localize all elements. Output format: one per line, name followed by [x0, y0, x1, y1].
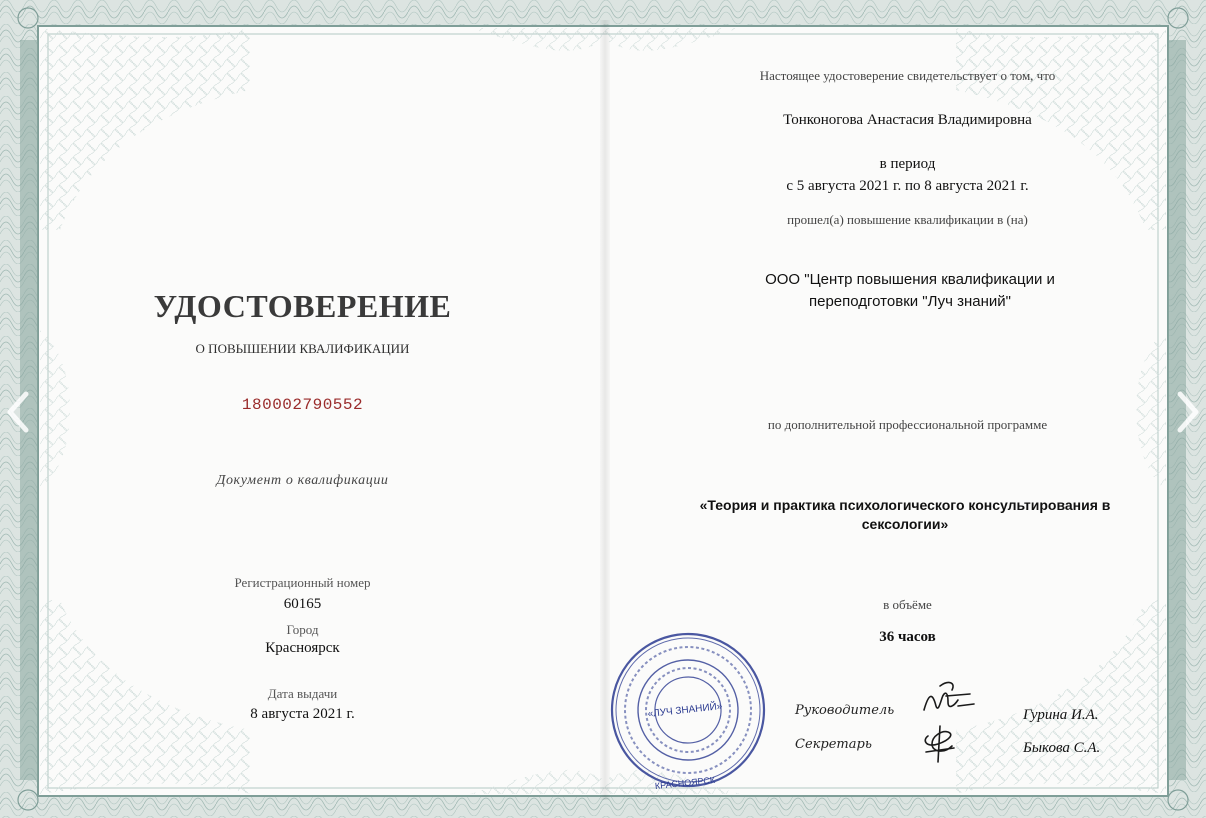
next-arrow-icon[interactable]	[1166, 384, 1206, 440]
program-label: по дополнительной профессиональной программе	[767, 417, 1048, 432]
period-value: с 5 августа 2021 г. по 8 августа 2021 г.	[786, 178, 1029, 194]
volume-label: в объёме	[883, 597, 932, 612]
program-line-2: сексологии»	[861, 516, 949, 532]
document-type: Документ о квалификации	[216, 473, 389, 488]
certificate-title: УДОСТОВЕРЕНИЕ	[153, 288, 452, 324]
stamp-center-text: «ЛУЧ ЗНАНИЙ»	[647, 701, 723, 720]
issue-date: 8 августа 2021 г.	[250, 706, 355, 722]
organization-line-1: ООО "Центр повышения квалификации и	[765, 271, 1055, 288]
period-label: в период	[879, 156, 936, 172]
previous-arrow-icon[interactable]	[0, 384, 40, 440]
city-value: Красноярск	[265, 640, 340, 656]
signature-name-director: Гурина И.А.	[1023, 707, 1099, 723]
volume-value: 36 часов	[879, 629, 936, 645]
signature-name-secretary: Быкова С.А.	[1023, 740, 1101, 756]
organization-line-2: переподготовки "Луч знаний"	[808, 293, 1011, 310]
city-label: Город	[286, 622, 319, 637]
stamp-city-text: КРАСНОЯРСК	[654, 774, 716, 792]
issue-date-label: Дата выдачи	[267, 686, 338, 701]
program-line-1: «Теория и практика психологического консультирования в	[699, 497, 1111, 513]
director-signature-icon	[918, 676, 978, 720]
signature-role-secretary: Секретарь	[795, 737, 872, 752]
registration-label: Регистрационный номер	[234, 575, 371, 590]
passed-text: прошел(а) повышение квалификации в (на)	[787, 212, 1028, 227]
signature-role-director: Руководитель	[795, 703, 895, 718]
person-name: Тонконогова Анастасия Владимировна	[783, 112, 1032, 128]
serial-number: 180002790552	[241, 396, 364, 414]
certificate-subtitle: О ПОВЫШЕНИИ КВАЛИФИКАЦИИ	[195, 341, 410, 356]
secretary-signature-icon	[918, 722, 962, 766]
registration-number: 60165	[283, 596, 322, 612]
intro-text: Настоящее удостоверение свидетельствует о том, что	[759, 68, 1056, 83]
